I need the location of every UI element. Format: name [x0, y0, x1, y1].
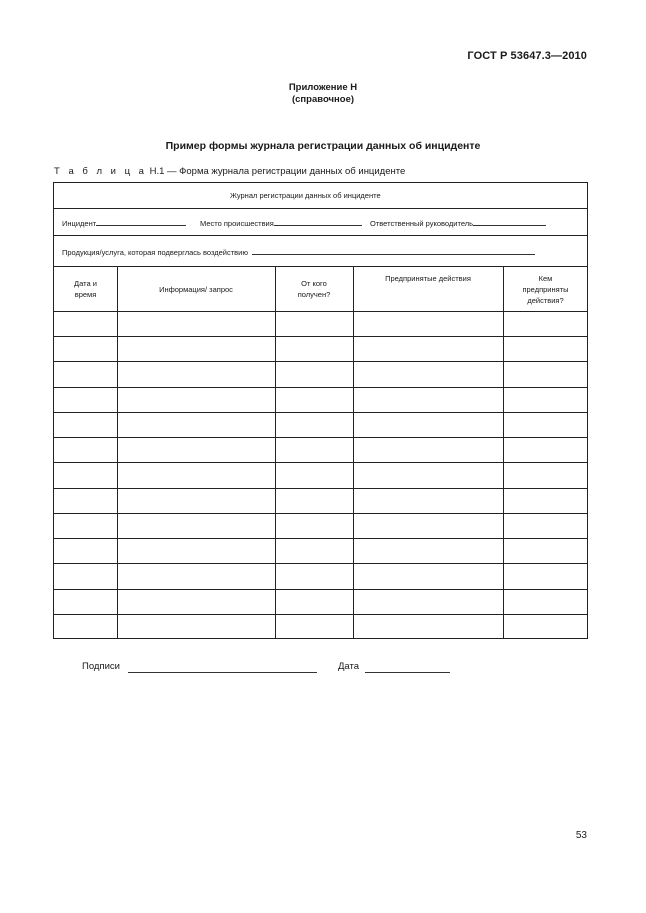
column-header-text: От кого — [301, 279, 327, 288]
column-divider — [353, 267, 354, 638]
incident-log-form — [53, 182, 588, 639]
incident-label: Инцидент — [62, 219, 97, 228]
table-row[interactable] — [54, 538, 587, 539]
page-number: 53 — [575, 830, 587, 841]
table-row[interactable] — [54, 437, 587, 438]
column-header-text: Дата и — [74, 279, 97, 288]
column-divider — [275, 267, 276, 638]
table-row[interactable] — [54, 361, 587, 362]
signatures-input-line[interactable] — [128, 672, 317, 673]
date-input-line[interactable] — [365, 672, 450, 673]
table-row[interactable] — [54, 614, 587, 615]
incident-info-row — [54, 209, 587, 236]
signatures-label: Подписи — [82, 661, 120, 672]
column-header-text: Предпринятые действия — [385, 274, 471, 283]
table-row[interactable] — [54, 387, 587, 388]
journal-title-row — [54, 183, 587, 209]
table-row[interactable] — [54, 563, 587, 564]
location-input-line[interactable] — [274, 217, 362, 226]
column-header-text: Кем — [538, 273, 553, 283]
appendix-title: Приложение Н — [288, 82, 358, 93]
appendix-note: (справочное) — [291, 94, 355, 105]
appendix-heading — [0, 82, 646, 106]
column-header-actor — [503, 267, 588, 311]
journal-title: Журнал регистрации данных об инциденте — [230, 191, 381, 200]
standard-number: ГОСТ Р 53647.3—2010 — [467, 50, 587, 62]
table-row[interactable] — [54, 589, 587, 590]
document-title: Пример формы журнала регистрации данных об инциденте — [165, 140, 481, 152]
table-caption-prefix: Т а б л и ц а — [54, 166, 147, 177]
column-divider — [503, 267, 504, 638]
column-header-text: Информация/ запрос — [159, 284, 233, 294]
product-field[interactable] — [62, 246, 535, 257]
column-header-datetime — [54, 267, 117, 311]
table-caption-text: Н.1 — Форма журнала регистрации данных об инциденте — [146, 166, 406, 177]
table-row[interactable] — [54, 513, 587, 514]
product-input-line[interactable] — [252, 246, 535, 255]
column-header-text: предприняты — [522, 284, 569, 294]
location-label: Место происшествия — [200, 219, 274, 228]
table-row[interactable] — [54, 336, 587, 337]
log-table — [54, 267, 587, 638]
location-field[interactable] — [200, 217, 362, 228]
table-row[interactable] — [54, 488, 587, 489]
table-row[interactable] — [54, 462, 587, 463]
column-header-text: время — [74, 290, 97, 299]
column-divider — [117, 267, 118, 638]
column-header-source — [275, 267, 353, 311]
incident-input-line[interactable] — [96, 217, 186, 226]
table-caption — [54, 166, 405, 177]
manager-label: Ответственный руководитель — [370, 219, 474, 228]
incident-field[interactable] — [62, 217, 186, 228]
column-header-text: получен? — [297, 290, 331, 299]
manager-field[interactable] — [370, 217, 546, 228]
column-header-actions — [353, 267, 503, 311]
table-row[interactable] — [54, 412, 587, 413]
header-divider — [54, 311, 587, 312]
product-label: Продукция/услуга, которая подверглась воздействию — [62, 248, 248, 257]
column-header-info — [117, 267, 275, 311]
product-row — [54, 236, 587, 267]
column-header-text: действия? — [527, 295, 564, 305]
date-label: Дата — [338, 661, 360, 672]
manager-input-line[interactable] — [473, 217, 546, 226]
